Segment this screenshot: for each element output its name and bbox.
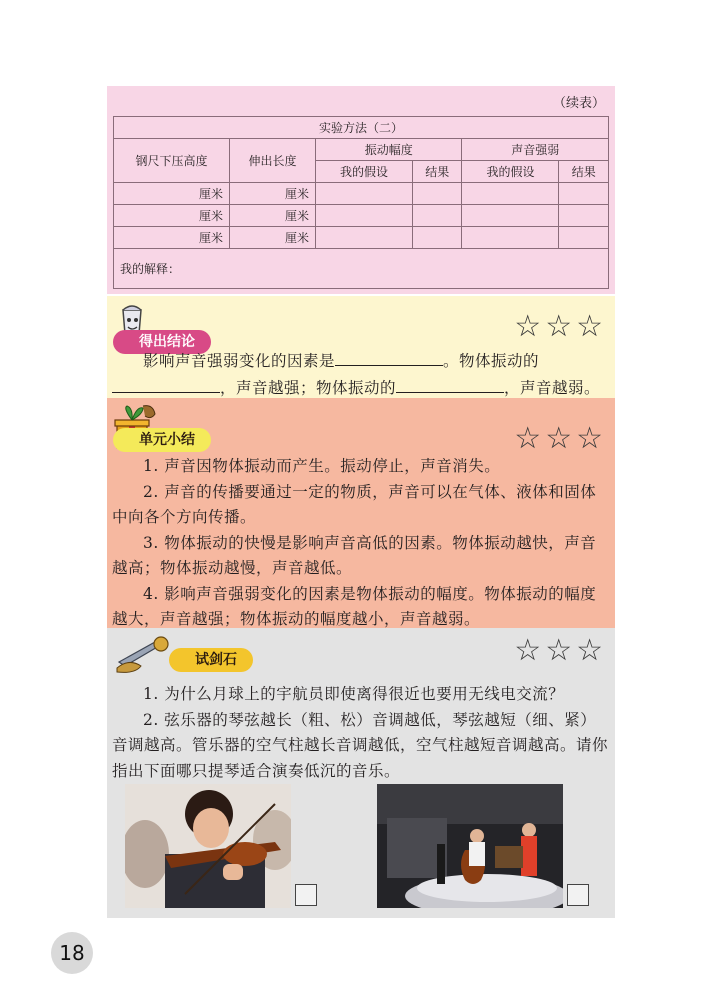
unit-cell: 厘米 xyxy=(114,183,230,205)
unit-cell: 厘米 xyxy=(230,183,316,205)
cello-stage-image xyxy=(377,784,563,908)
experiment-table xyxy=(113,116,609,289)
header-press-height: 钢尺下压高度 xyxy=(114,139,230,183)
blank-cell[interactable] xyxy=(412,205,462,227)
summary-list xyxy=(112,454,610,633)
list-item: 2. 声音的传播要通过一定的物质，声音可以在气体、液体和固体中向各个方向传播。 xyxy=(112,482,597,526)
summary-badge: 单元小结 xyxy=(113,428,211,452)
explanation-cell[interactable]: 我的解释： xyxy=(114,249,609,289)
test-questions xyxy=(112,682,610,784)
table-title: 实验方法（二） xyxy=(114,117,609,139)
violin-child-image xyxy=(125,784,291,908)
star-icon[interactable]: ☆ xyxy=(514,309,542,344)
conclusion-section xyxy=(107,296,615,398)
header-amplitude: 振动幅度 xyxy=(316,139,462,161)
star-icon[interactable]: ☆ xyxy=(576,633,603,668)
blank-cell[interactable] xyxy=(412,183,462,205)
table-row xyxy=(114,205,609,227)
blank-cell[interactable] xyxy=(462,183,559,205)
star-rating xyxy=(514,309,603,344)
table-row xyxy=(114,227,609,249)
blank-cell[interactable] xyxy=(559,183,609,205)
fill-blank[interactable] xyxy=(396,375,504,393)
sword-stone-mascot-icon xyxy=(115,632,175,674)
star-icon[interactable]: ☆ xyxy=(514,421,542,456)
photo-cello-performance xyxy=(377,784,563,908)
fill-blank[interactable] xyxy=(112,375,220,393)
answer-checkbox[interactable] xyxy=(295,884,317,906)
list-item: 1. 声音因物体振动而产生。振动停止，声音消失。 xyxy=(143,457,501,475)
unit-cell: 厘米 xyxy=(114,205,230,227)
blank-cell[interactable] xyxy=(316,183,413,205)
blank-cell[interactable] xyxy=(559,205,609,227)
question-2: 2. 弦乐器的琴弦越长（粗、松）音调越低，琴弦越短（细、紧）音调越高。管乐器的空气柱越长音调越低，空气柱越短音调越高。请你指出下面哪只提琴适合演奏低沉的音乐。 xyxy=(112,710,609,780)
header-result: 结果 xyxy=(559,161,609,183)
page-number: 18 xyxy=(51,932,93,974)
blank-cell[interactable] xyxy=(462,227,559,249)
blank-cell[interactable] xyxy=(559,227,609,249)
test-badge: 试剑石 xyxy=(169,648,253,672)
conclusion-badge: 得出结论 xyxy=(113,330,211,354)
header-hypothesis: 我的假设 xyxy=(462,161,559,183)
header-loudness: 声音强弱 xyxy=(462,139,609,161)
blank-cell[interactable] xyxy=(412,227,462,249)
star-icon[interactable]: ☆ xyxy=(514,633,542,668)
fill-blank[interactable] xyxy=(335,348,443,366)
star-icon[interactable]: ☆ xyxy=(545,309,573,344)
star-icon[interactable]: ☆ xyxy=(576,421,603,456)
continued-label: （续表） xyxy=(552,96,605,111)
blank-cell[interactable] xyxy=(316,205,413,227)
unit-cell: 厘米 xyxy=(230,227,316,249)
unit-cell: 厘米 xyxy=(114,227,230,249)
question-1: 1. 为什么月球上的宇航员即使离得很近也要用无线电交流？ xyxy=(143,685,565,703)
test-section xyxy=(107,628,615,918)
star-icon[interactable]: ☆ xyxy=(576,309,603,344)
answer-checkbox[interactable] xyxy=(567,884,589,906)
conclusion-text: 影响声音强弱变化的因素是 。物体振动的 ，声音越强；物体振动的 ，声音越弱。 xyxy=(112,348,610,401)
table-row xyxy=(114,183,609,205)
experiment-table-section xyxy=(107,86,615,294)
unit-cell: 厘米 xyxy=(230,205,316,227)
star-icon[interactable]: ☆ xyxy=(545,633,573,668)
star-icon[interactable]: ☆ xyxy=(545,421,573,456)
blank-cell[interactable] xyxy=(316,227,413,249)
star-rating xyxy=(514,633,603,668)
star-rating xyxy=(514,421,603,456)
blank-cell[interactable] xyxy=(462,205,559,227)
summary-section xyxy=(107,398,615,628)
photo-small-violin xyxy=(125,784,291,908)
header-result: 结果 xyxy=(412,161,462,183)
list-item: 3. 物体振动的快慢是影响声音高低的因素。物体振动越快，声音越高；物体振动越慢，声音越低。 xyxy=(112,533,597,577)
header-hypothesis: 我的假设 xyxy=(316,161,413,183)
list-item: 4. 影响声音强弱变化的因素是物体振动的幅度。物体振动的幅度越大，声音越强；物体振动的幅度越小，声音越弱。 xyxy=(112,584,597,628)
header-extend-length: 伸出长度 xyxy=(230,139,316,183)
